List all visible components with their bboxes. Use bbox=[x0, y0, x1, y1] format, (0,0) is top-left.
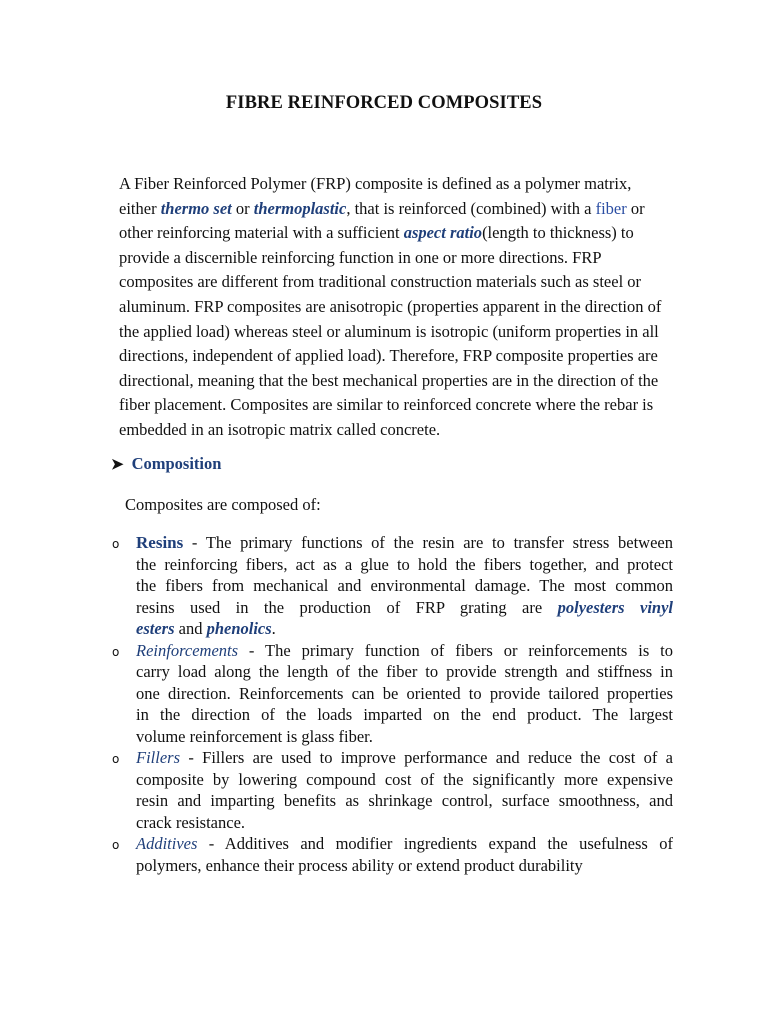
intro-line bbox=[119, 197, 671, 222]
intro-line: aluminum. FRP composites are anisotropic (properties apparent in the direction of bbox=[119, 296, 662, 316]
item-line: polymers, enhance their process ability or extend product durability bbox=[136, 855, 583, 875]
item-line bbox=[136, 640, 673, 662]
item-line bbox=[136, 597, 673, 619]
list-item-reinforcements bbox=[112, 640, 673, 748]
polyesters-vinyl-term: polyesters vinyl bbox=[557, 597, 673, 617]
text-run: and bbox=[174, 619, 207, 638]
intro-line: provide a discernible reinforcing function in one or more directions. FRP bbox=[119, 247, 602, 267]
circle-bullet-icon: o bbox=[112, 644, 120, 659]
fiber-link[interactable]: fiber bbox=[595, 198, 627, 218]
text-run: other reinforcing material with a sufficient bbox=[119, 223, 404, 243]
intro-line: composites are different from traditional construction materials such as steel or bbox=[119, 272, 642, 292]
circle-bullet-icon: o bbox=[112, 752, 120, 766]
text-run: - The primary functions of the resin are to transfer stress between bbox=[183, 533, 673, 552]
thermoset-term: thermo set bbox=[160, 198, 232, 218]
text-run: resins used in the production of FRP grating are bbox=[136, 597, 558, 617]
composition-list bbox=[112, 532, 673, 876]
text-run: either bbox=[119, 198, 161, 218]
item-line bbox=[136, 833, 673, 855]
phenolics-term: phenolics bbox=[206, 619, 272, 638]
list-item-resins bbox=[112, 532, 673, 640]
composition-heading-text: Composition bbox=[131, 454, 222, 473]
text-run: A Fiber Reinforced Polymer (FRP) composite is defined as a polymer matrix, bbox=[119, 174, 632, 193]
intro-line: the applied load) whereas steel or aluminum is isotropic (uniform properties in all bbox=[119, 321, 659, 341]
item-line: crack resistance. bbox=[136, 812, 246, 832]
item-line: one direction. Reinforcements can be oriented to provide tailored properties bbox=[136, 683, 673, 703]
list-item-additives bbox=[112, 833, 673, 876]
intro-line: directional, meaning that the best mechanical properties are in the direction of the bbox=[119, 370, 659, 390]
composition-intro: Composites are composed of: bbox=[125, 495, 321, 514]
text-run: . bbox=[271, 619, 276, 638]
circle-bullet-icon: o bbox=[112, 838, 120, 852]
text-run: or bbox=[626, 198, 645, 218]
intro-line bbox=[119, 172, 671, 197]
reinforcements-term: Reinforcements bbox=[136, 640, 239, 660]
intro-line: directions, independent of applied load). Therefore, FRP composite properties are bbox=[119, 346, 658, 366]
text-run: , that is reinforced (combined) with a bbox=[346, 198, 596, 218]
resins-term: Resins bbox=[136, 533, 184, 552]
intro-line bbox=[119, 221, 671, 246]
text-run: - The primary function of fibers or reinforcements is to bbox=[238, 640, 673, 660]
arrow-bullet-icon: ➤ bbox=[111, 457, 124, 473]
item-line: the fibers from mechanical and environmental damage. The most common bbox=[136, 576, 673, 595]
text-run: (length to thickness) to bbox=[482, 223, 634, 243]
circle-bullet-icon: o bbox=[112, 537, 120, 551]
text-run: - Fillers are used to improve performance and reduce the cost of a bbox=[180, 748, 673, 767]
item-line: in the direction of the loads imparted on the end product. The largest bbox=[136, 705, 673, 724]
item-line: composite by lowering compound cost of the significantly more expensive bbox=[136, 769, 673, 789]
item-line: carry load along the length of the fiber to provide strength and stiffness in bbox=[136, 662, 673, 681]
item-line: the reinforcing fibers, act as a glue to hold the fibers together, and protect bbox=[136, 554, 673, 574]
text-run: - Additives and modifier ingredients expand the usefulness of bbox=[197, 834, 673, 853]
item-line: resin and imparting benefits as shrinkage control, surface smoothness, and bbox=[136, 791, 673, 810]
additives-term: Additives bbox=[136, 834, 198, 853]
intro-line: fiber placement. Composites are similar to reinforced concrete where the rebar is bbox=[119, 395, 654, 415]
esters-term: esters bbox=[136, 619, 175, 638]
item-line bbox=[136, 618, 673, 640]
intro-line: embedded in an isotropic matrix called concrete. bbox=[119, 419, 441, 439]
thermoplastic-term: thermoplastic bbox=[253, 198, 347, 218]
text-run: or bbox=[231, 198, 254, 218]
item-line: volume reinforcement is glass fiber. bbox=[136, 726, 373, 746]
list-item-fillers bbox=[112, 747, 673, 833]
intro-paragraph bbox=[119, 172, 671, 443]
item-line bbox=[136, 532, 673, 554]
fillers-term: Fillers bbox=[136, 748, 180, 767]
aspect-ratio-term: aspect ratio bbox=[403, 223, 483, 243]
item-line bbox=[136, 747, 673, 769]
document-title: FIBRE REINFORCED COMPOSITES bbox=[225, 93, 543, 113]
composition-heading bbox=[111, 454, 221, 474]
